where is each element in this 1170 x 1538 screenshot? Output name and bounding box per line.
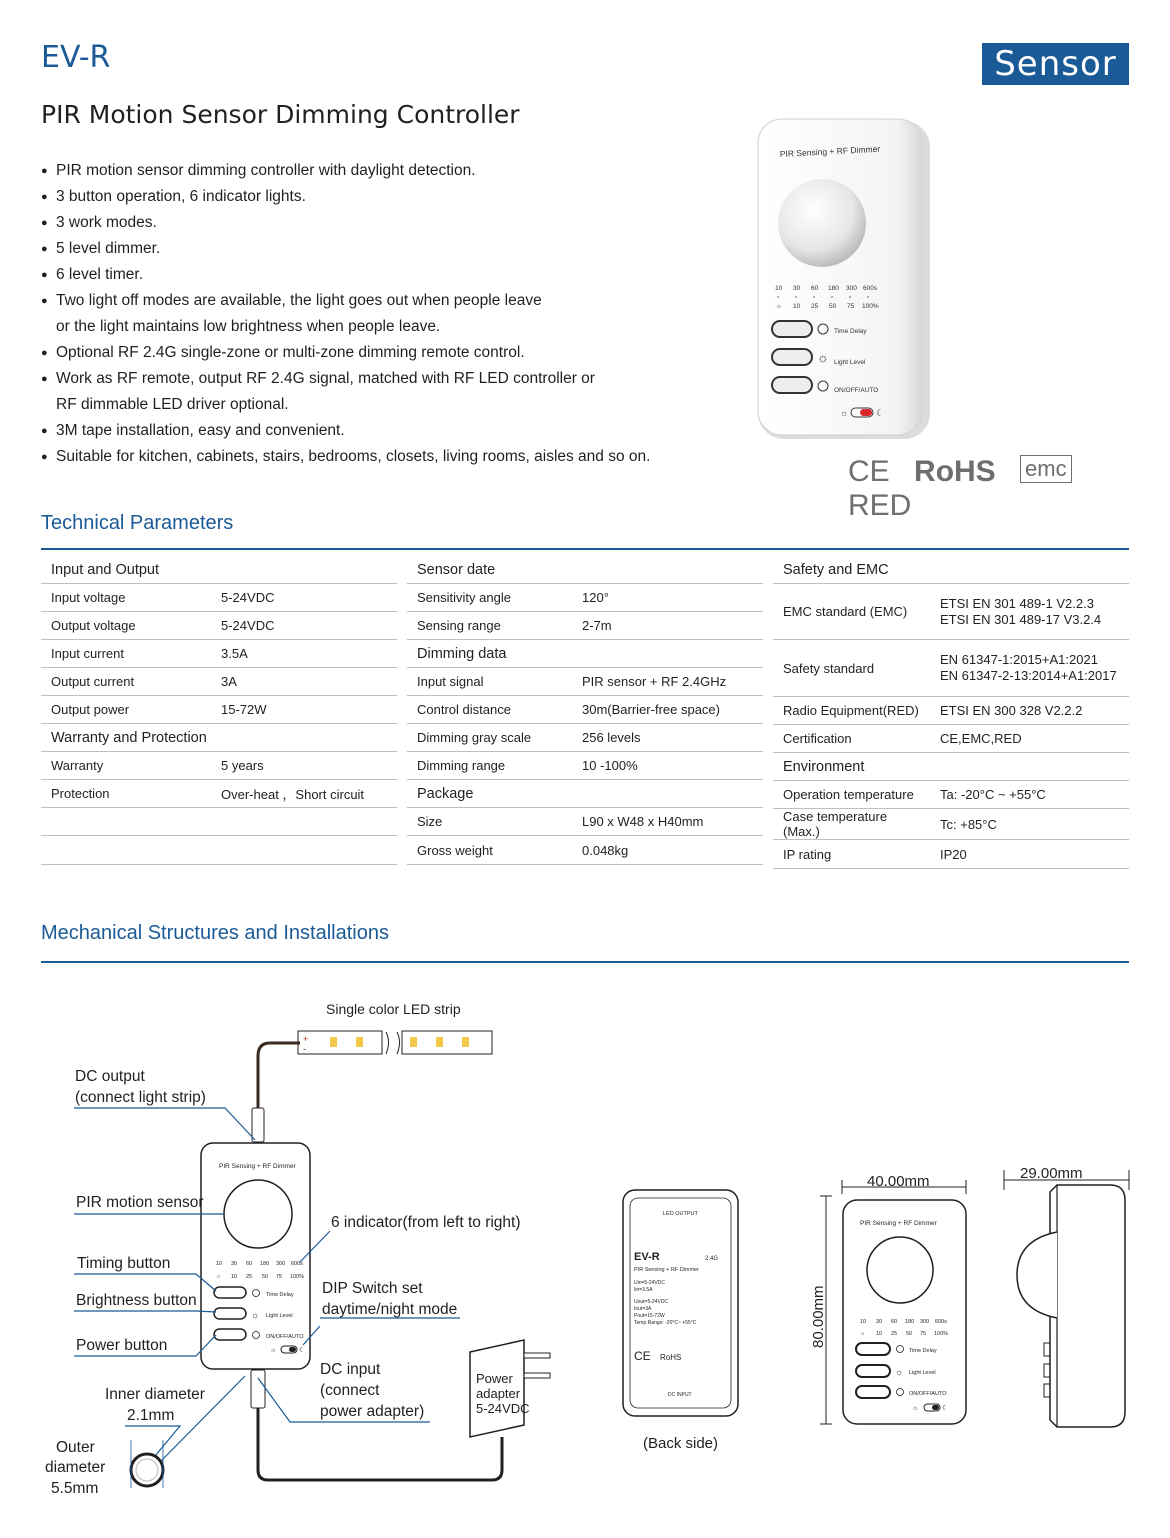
param-table-io [41, 556, 397, 865]
feature-item [41, 340, 681, 366]
param-key: Dimming gray scale [407, 724, 572, 752]
feature-item [41, 418, 681, 444]
param-head: Sensor date [407, 556, 763, 584]
button-label: ON/OFF/AUTO [266, 1334, 304, 1340]
back-model: EV-R [634, 1251, 660, 1263]
back-spec: Iout=3A [634, 1306, 652, 1312]
emc-mark: emc [1020, 455, 1072, 483]
param-key: Input signal [407, 668, 572, 696]
callout-inner-diameter: Inner diameter [105, 1386, 205, 1403]
callout-dc-input: DC input [320, 1361, 381, 1378]
param-key: Control distance [407, 696, 572, 724]
mechanical-title: Mechanical Structures and Installations [41, 922, 389, 944]
param-head: Package [407, 780, 763, 808]
callout-dip: DIP Switch set [322, 1280, 423, 1297]
level-scale-label: 100% [934, 1331, 949, 1337]
feature-list [41, 158, 681, 470]
time-scale-label: 30 [793, 285, 801, 292]
back-rohs-mark: RoHS [660, 1353, 682, 1362]
back-side-caption: (Back side) [643, 1435, 719, 1452]
param-value: 5-24VDC [211, 584, 397, 612]
product-label: PIR Sensing + RF Dimmer [779, 143, 881, 159]
section-rule [41, 548, 1129, 550]
time-scale-label: 300 [920, 1319, 930, 1325]
param-key: Input current [41, 640, 211, 668]
button-label: ON/OFF/AUTO [909, 1391, 947, 1397]
feature-text: Work as RF remote, output RF 2.4G signal, matched with RF LED controller or [56, 370, 595, 387]
param-key: Sensitivity angle [407, 584, 572, 612]
feature-text: 3M tape installation, easy and convenient. [56, 422, 345, 439]
back-dc-input: DC INPUT [668, 1392, 692, 1398]
param-value: 2-7m [572, 612, 763, 640]
param-table-safety [773, 556, 1129, 869]
back-view-device [623, 1190, 738, 1416]
pir-lens [224, 1180, 292, 1248]
param-value: Over-heat ，Short circuit [211, 780, 397, 808]
param-key: Gross weight [407, 836, 572, 865]
feature-item [41, 444, 681, 470]
param-key: Radio Equipment(RED) [773, 697, 930, 725]
svg-text:☼: ☼ [895, 1367, 904, 1377]
back-spec: Pout=15-72W [634, 1313, 665, 1319]
back-led-output: LED OUTPUT [663, 1211, 698, 1217]
time-scale-label: 300 [846, 285, 857, 292]
back-ce-mark: CE [634, 1349, 651, 1363]
installation-diagram [0, 990, 1170, 1530]
param-empty-row [41, 836, 397, 865]
back-spec: Uout=5-24VDC [634, 1299, 669, 1305]
front-view-device [201, 1143, 310, 1369]
param-value: 5-24VDC [211, 612, 397, 640]
param-key: IP rating [773, 840, 930, 869]
callout-power: Power button [76, 1337, 168, 1354]
param-value: PIR sensor + RF 2.4GHz [572, 668, 763, 696]
back-spec: Uin=5-24VDC [634, 1280, 665, 1286]
feature-text: 5 level dimmer. [56, 240, 161, 257]
callout-dc-input-sub2: power adapter) [320, 1403, 425, 1420]
param-key: Certification [773, 725, 930, 753]
param-value: Ta: -20°C ~ +55°C [930, 781, 1129, 809]
adapter-label: 5-24VDC [476, 1401, 530, 1416]
time-scale-label: 180 [905, 1319, 915, 1325]
feature-text: 3 button operation, 6 indicator lights. [56, 188, 306, 205]
callout-dc-output: DC output [75, 1068, 145, 1085]
button-label: Light Level [834, 359, 866, 366]
svg-text:☼: ☼ [912, 1405, 919, 1412]
level-scale-label: 50 [906, 1331, 913, 1337]
callout-brightness: Brightness button [76, 1292, 197, 1309]
param-key: Operation temperature [773, 781, 930, 809]
time-scale-label: 60 [811, 285, 819, 292]
param-value: ETSI EN 301 489-1 V2.2.3 [940, 595, 1094, 611]
feature-text: Optional RF 2.4G single-zone or multi-zone dimming remote control. [56, 344, 525, 361]
sun-icon: ☼ [216, 1274, 222, 1280]
param-head: Dimming data [407, 640, 763, 668]
param-key: Case temperature (Max.) [773, 809, 930, 840]
section-rule [41, 961, 1129, 963]
param-value: ETSI EN 301 489-17 V3.2.4 [940, 611, 1102, 627]
level-scale-label: 10 [793, 303, 801, 310]
param-value: 256 levels [572, 724, 763, 752]
feature-text: 6 level timer. [56, 266, 144, 283]
model-name: EV-R [41, 40, 111, 75]
param-value: EN 61347-2-13:2014+A1:2017 [940, 668, 1117, 683]
time-scale-label: 30 [231, 1261, 238, 1267]
button-label: Light Level [909, 1370, 936, 1376]
callout-pir: PIR motion sensor [76, 1194, 204, 1211]
time-scale-label: 180 [828, 285, 839, 292]
red-mark: RED [848, 489, 912, 522]
callout-outer-sub: diameter [45, 1459, 106, 1476]
led-strip [298, 1031, 492, 1054]
certification-logos [848, 455, 1170, 523]
level-scale-label: 50 [829, 303, 837, 310]
feature-text: PIR motion sensor dimming controller with daylight detection. [56, 162, 476, 179]
time-scale-label: 10 [216, 1261, 223, 1267]
feature-item [41, 366, 681, 418]
button-label: Light Level [266, 1313, 293, 1319]
button-label: Time Delay [834, 328, 867, 335]
device-label: PIR Sensing + RF Dimmer [219, 1163, 296, 1170]
brightness-icon: ☼ [817, 350, 829, 365]
back-desc: PIR Sensing + RF Dimmer [634, 1267, 699, 1273]
param-head: Input and Output [41, 556, 397, 584]
feature-item [41, 210, 681, 236]
level-scale-label: 100% [290, 1274, 305, 1280]
param-value: 3A [211, 668, 397, 696]
rohs-mark: RoHS [914, 455, 996, 488]
param-key: Input voltage [41, 584, 211, 612]
level-scale-label: 25 [811, 303, 819, 310]
callout-timing: Timing button [77, 1255, 171, 1272]
time-scale-label: 60 [891, 1319, 898, 1325]
back-band: 2.4G [705, 1256, 719, 1262]
dimension-side [1004, 1165, 1129, 1427]
svg-text:☾: ☾ [942, 1405, 949, 1412]
param-value: 0.048kg [572, 836, 763, 865]
param-value: 5 years [211, 752, 397, 780]
feature-text: Suitable for kitchen, cabinets, stairs, bedrooms, closets, living rooms, aisles and so on. [56, 448, 651, 465]
time-scale-label: 600s [863, 285, 878, 292]
pir-dome [778, 179, 866, 267]
height-dimension: 80.00mm [810, 1285, 827, 1348]
strip-label: Single color LED strip [326, 1001, 461, 1017]
device-label: PIR Sensing + RF Dimmer [860, 1220, 937, 1227]
param-key: Sensing range [407, 612, 572, 640]
param-key: Size [407, 808, 572, 836]
level-scale-label: 75 [920, 1331, 927, 1337]
param-value: ETSI EN 300 328 V2.2.2 [930, 697, 1129, 725]
depth-dimension: 29.00mm [1020, 1165, 1083, 1182]
param-value: 10 -100% [572, 752, 763, 780]
level-scale-label: 25 [891, 1331, 898, 1337]
feature-text-cont: or the light maintains low brightness when people leave. [56, 318, 441, 335]
back-spec: Temp Range: -20°C~ +55°C [634, 1320, 697, 1326]
power-adapter [470, 1340, 550, 1437]
level-scale-label: 10 [231, 1274, 238, 1280]
feature-text-cont: RF dimmable LED driver optional. [56, 396, 289, 413]
adapter-label: Power [476, 1371, 513, 1386]
param-value: 120° [572, 584, 763, 612]
svg-text:-: - [303, 1044, 306, 1054]
callout-outer-value: 5.5mm [51, 1480, 99, 1497]
button-label: Time Delay [909, 1348, 937, 1354]
param-key: Safety standard [773, 640, 930, 697]
param-key: Protection [41, 780, 211, 808]
param-key: Output current [41, 668, 211, 696]
level-scale-label: 25 [246, 1274, 253, 1280]
button-label: Time Delay [266, 1292, 294, 1298]
feature-item [41, 288, 681, 340]
svg-text:☾: ☾ [876, 408, 885, 418]
param-key: Dimming range [407, 752, 572, 780]
back-spec: Iin=3.5A [634, 1287, 653, 1293]
param-head: Warranty and Protection [41, 724, 397, 752]
callout-dc-output-sub: (connect light strip) [75, 1089, 206, 1106]
level-scale-label: 10 [876, 1331, 883, 1337]
callout-outer-diameter: Outer [56, 1439, 95, 1456]
param-key: Output power [41, 696, 211, 724]
param-value: L90 x W48 x H40mm [572, 808, 763, 836]
ce-mark: CE [848, 455, 890, 488]
level-scale-label: 75 [276, 1274, 283, 1280]
param-value: EN 61347-1:2015+A1:2021 [940, 652, 1098, 667]
time-scale-label: 10 [860, 1319, 867, 1325]
time-scale-label: 600s [291, 1261, 303, 1267]
param-empty-row [41, 808, 397, 836]
param-key: EMC standard (EMC) [773, 584, 930, 640]
param-key: Output voltage [41, 612, 211, 640]
svg-text:+: + [303, 1034, 309, 1044]
param-value: Tc: +85°C [930, 809, 1129, 840]
param-head: Safety and EMC [773, 556, 1129, 584]
param-value: 30m(Barrier-free space) [572, 696, 763, 724]
callout-dip-sub: daytime/night mode [322, 1301, 458, 1318]
feature-item [41, 184, 681, 210]
param-table-sensor [407, 556, 763, 865]
time-scale-label: 300 [276, 1261, 286, 1267]
param-head: Environment [773, 753, 1129, 781]
category-badge: Sensor [982, 43, 1129, 85]
level-scale-label: 50 [262, 1274, 269, 1280]
callout-indicator: 6 indicator(from left to right) [331, 1214, 521, 1231]
param-value: 15-72W [211, 696, 397, 724]
dc-plug-end [131, 1440, 163, 1488]
svg-text:☼: ☼ [840, 408, 849, 418]
feature-item [41, 262, 681, 288]
param-value: CE,EMC,RED [930, 725, 1129, 753]
callout-dc-input-sub: (connect [320, 1382, 380, 1399]
dip-switch[interactable] [840, 408, 884, 418]
sun-icon: ☼ [860, 1331, 866, 1337]
param-value: IP20 [930, 840, 1129, 869]
time-scale-label: 600s [935, 1319, 947, 1325]
param-value: 3.5A [211, 640, 397, 668]
technical-parameters-title: Technical Parameters [41, 512, 234, 534]
sun-icon: ☼ [776, 303, 782, 310]
level-scale-label: 75 [847, 303, 855, 310]
button-label: ON/OFF/AUTO [834, 387, 879, 394]
dimension-front [810, 1173, 966, 1424]
svg-text:☼: ☼ [251, 1310, 260, 1320]
feature-text: 3 work modes. [56, 214, 157, 231]
adapter-label: adapter [476, 1386, 521, 1401]
time-scale-label: 60 [246, 1261, 253, 1267]
param-key: Warranty [41, 752, 211, 780]
product-photo [750, 115, 940, 445]
width-dimension: 40.00mm [867, 1173, 930, 1190]
feature-item [41, 236, 681, 262]
time-scale-label: 10 [775, 285, 783, 292]
svg-text:☾: ☾ [299, 1347, 306, 1354]
feature-text: Two light off modes are available, the light goes out when people leave [56, 292, 542, 309]
time-scale-label: 180 [260, 1261, 270, 1267]
level-scale-label: 100% [862, 303, 879, 310]
time-scale-label: 30 [876, 1319, 883, 1325]
callout-inner-value: 2.1mm [127, 1407, 175, 1424]
feature-item [41, 158, 681, 184]
svg-text:☼: ☼ [270, 1347, 277, 1354]
product-subtitle: PIR Motion Sensor Dimming Controller [41, 100, 520, 129]
